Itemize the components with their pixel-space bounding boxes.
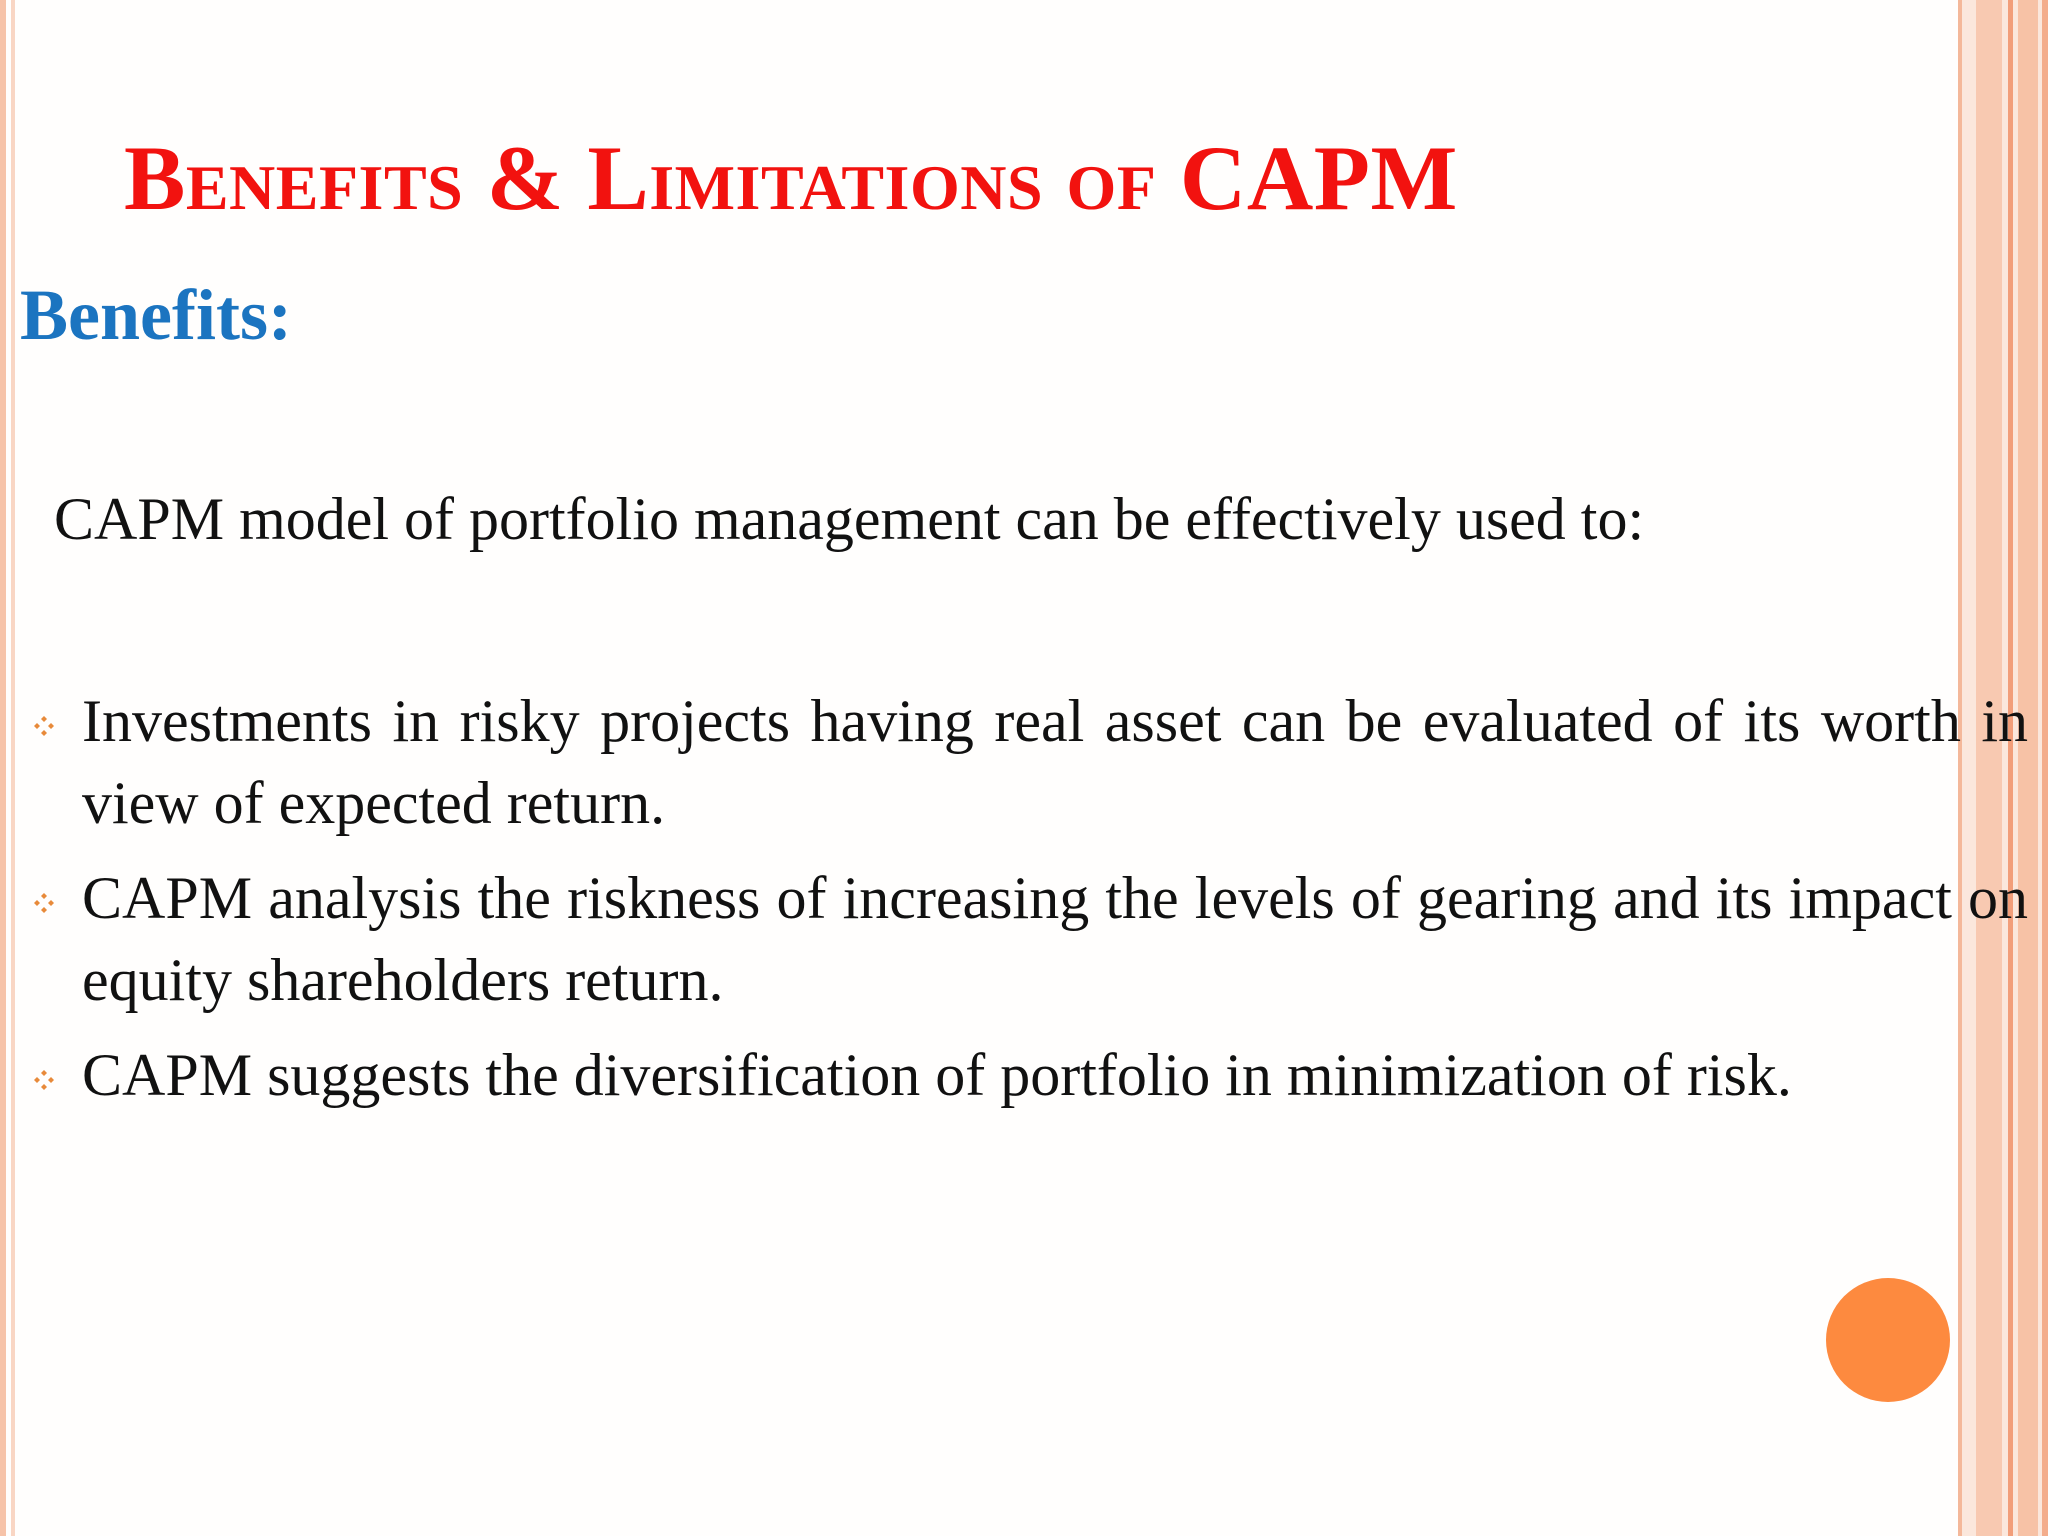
bullet-item: [22, 680, 2028, 844]
left-border-stripe: [0, 0, 6, 1536]
intro-text: CAPM model of portfolio management can be effectively used to:: [54, 486, 1645, 552]
bullet-list: [22, 680, 2028, 1129]
orange-circle-decoration: [1826, 1278, 1950, 1402]
bullet-text: Investments in risky projects having real asset can be evaluated of its worth in view of expected return.: [82, 688, 2028, 836]
left-border-stripe-inner: [11, 0, 15, 1536]
bullet-text: CAPM analysis the riskness of increasing the levels of gearing and its impact on equity shareholders return.: [82, 865, 2028, 1013]
section-heading: Benefits:: [20, 275, 292, 355]
slide-title: Benefits & Limitations of CAPM: [124, 127, 1458, 229]
bullet-item: [22, 1034, 2028, 1116]
diamond-bullet-icon: [32, 891, 56, 915]
bullet-text: CAPM suggests the diversification of portfolio in minimization of risk.: [82, 1042, 1792, 1108]
right-border-line: [2042, 0, 2048, 1536]
diamond-bullet-icon: [32, 714, 56, 738]
bullet-item: [22, 857, 2028, 1021]
diamond-bullet-icon: [32, 1068, 56, 1092]
